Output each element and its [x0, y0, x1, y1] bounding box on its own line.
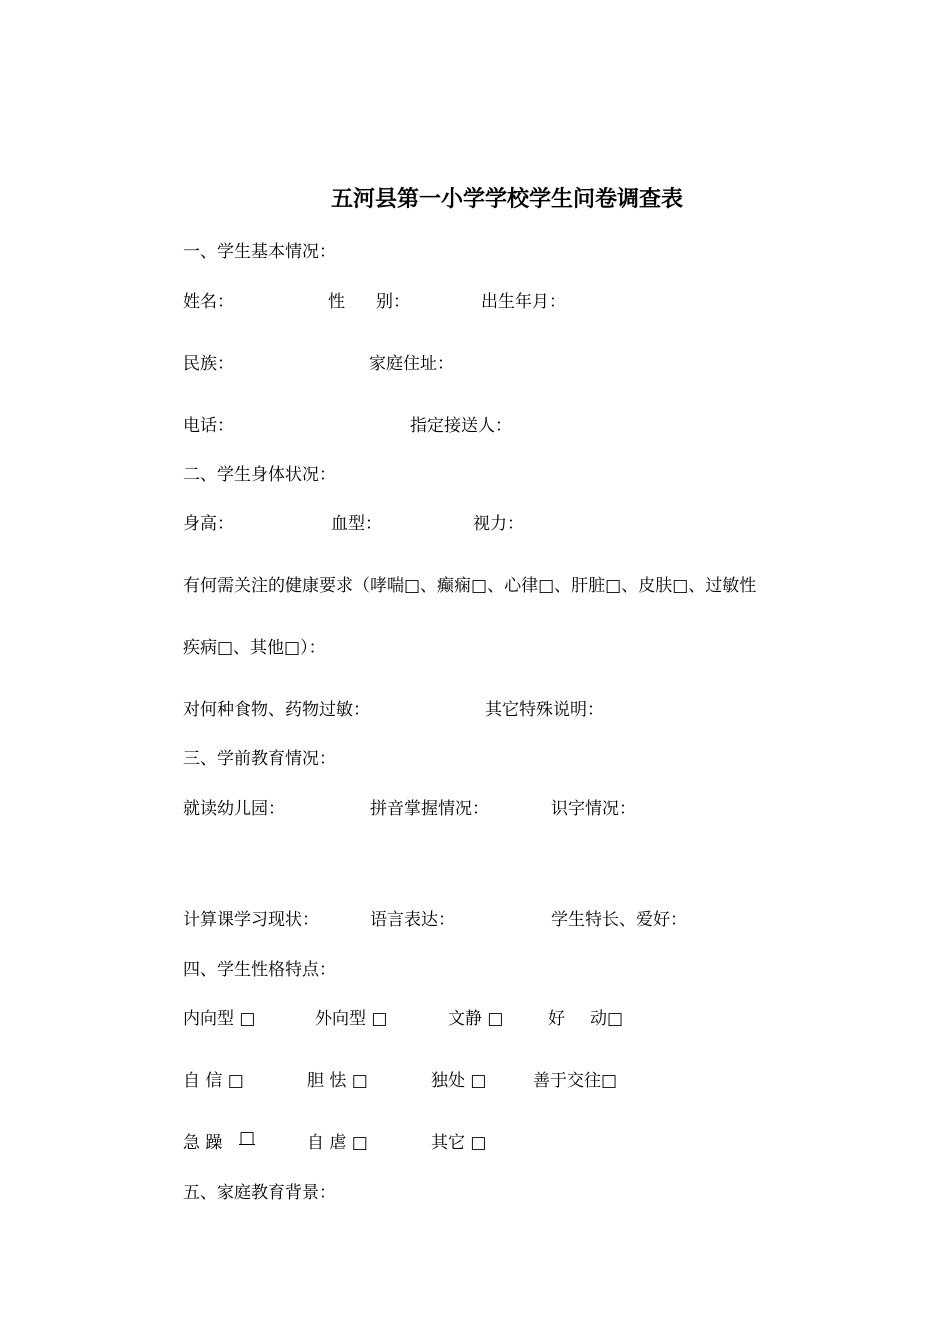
allergy-label: 对何种食物、药物过敏： — [183, 700, 370, 720]
literacy-label: 识字情况： — [551, 799, 636, 819]
talent-label: 学生特长、爱好： — [551, 910, 687, 930]
section-heading-family: 五、家庭教育背景： — [183, 1183, 336, 1203]
gender-label-2: 别： — [376, 292, 410, 312]
health-line-2: 疾病□、其他□）： — [183, 638, 326, 658]
trait-impatient-checkbox: □ — [239, 1128, 256, 1148]
trait-extrovert: 外向型 □ — [315, 1009, 388, 1029]
page-title: 五河县第一小学学校学生问卷调查表 — [330, 187, 683, 212]
section-heading-body: 二、学生身体状况： — [183, 465, 336, 485]
phone-label: 电话： — [183, 416, 234, 436]
section-heading-basic: 一、学生基本情况： — [183, 242, 336, 262]
trait-self-harm: 自 虐 □ — [307, 1133, 368, 1153]
trait-active-2: 动□ — [590, 1009, 624, 1029]
vision-label: 视力： — [473, 514, 524, 534]
trait-quiet: 文静 □ — [448, 1009, 504, 1029]
trait-introvert: 内向型 □ — [183, 1009, 256, 1029]
address-label: 家庭住址： — [369, 354, 454, 374]
blood-type-label: 血型： — [331, 514, 382, 534]
trait-other: 其它 □ — [431, 1133, 487, 1153]
pinyin-label: 拼音掌握情况： — [370, 799, 489, 819]
trait-timid: 胆 怯 □ — [307, 1071, 368, 1091]
trait-impatient: 急 躁 — [183, 1133, 223, 1153]
trait-sociable: 善于交往□ — [533, 1071, 618, 1091]
math-label: 计算课学习现状： — [183, 910, 319, 930]
birth-label: 出生年月： — [481, 292, 566, 312]
gender-label-1: 性 — [328, 292, 345, 312]
pickup-label: 指定接送人： — [410, 416, 512, 436]
language-label: 语言表达： — [370, 910, 455, 930]
name-label: 姓名： — [183, 292, 234, 312]
ethnicity-label: 民族： — [183, 354, 234, 374]
trait-active-1: 好 — [548, 1009, 565, 1029]
section-heading-personality: 四、学生性格特点： — [183, 960, 336, 980]
special-note-label: 其它特殊说明： — [485, 700, 604, 720]
kindergarten-label: 就读幼儿园： — [183, 799, 285, 819]
trait-confident: 自 信 □ — [183, 1071, 244, 1091]
trait-solitary: 独处 □ — [431, 1071, 487, 1091]
health-line-1: 有何需关注的健康要求（哮喘□、癫痫□、心律□、肝脏□、皮肤□、过敏性 — [183, 576, 757, 596]
height-label: 身高： — [183, 514, 234, 534]
section-heading-preschool: 三、学前教育情况： — [183, 749, 336, 769]
